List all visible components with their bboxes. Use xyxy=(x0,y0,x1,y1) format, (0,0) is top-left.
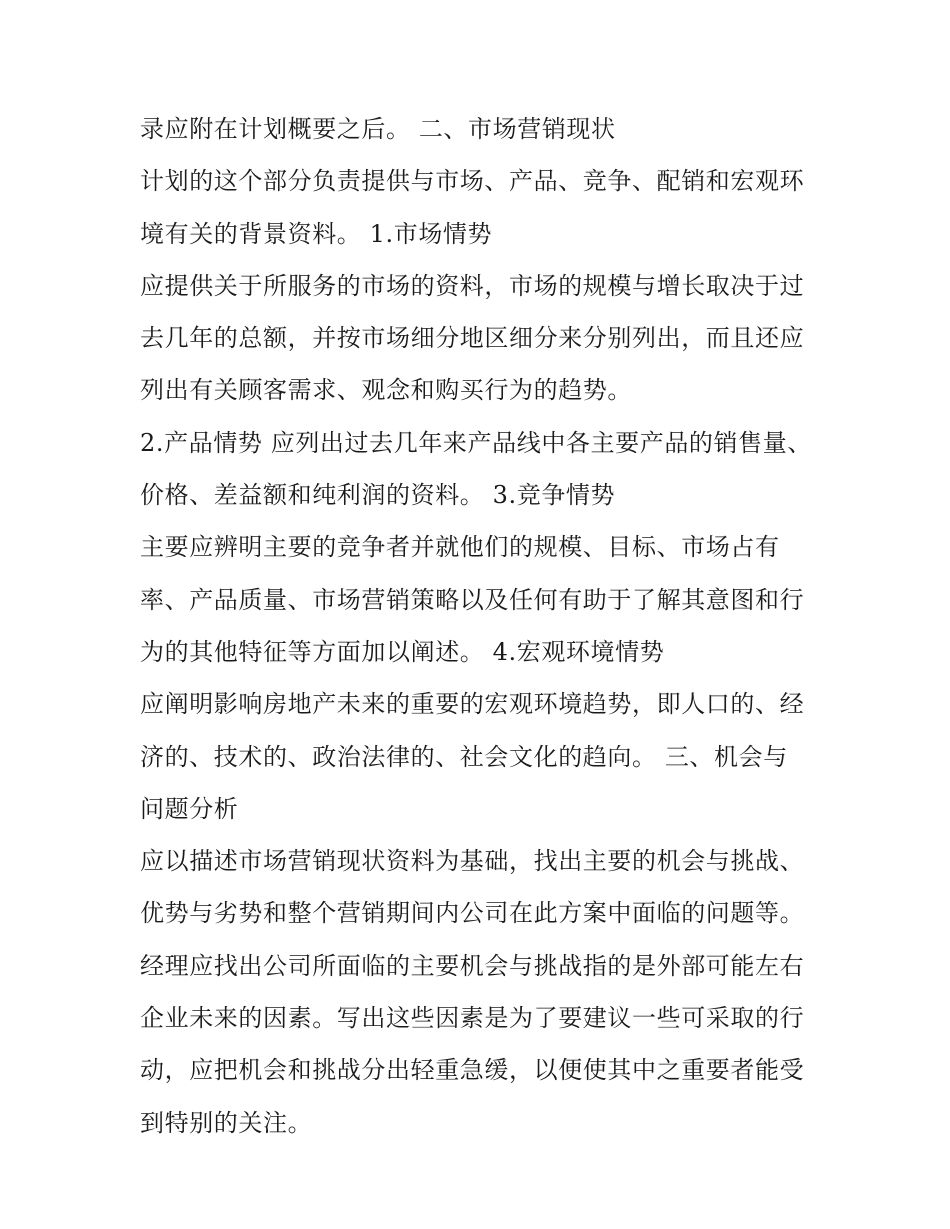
text-line: 境有关的背景资料。 1.市场情势 xyxy=(140,219,493,248)
text-line: 价格、差益额和纯利润的资料。 3.竞争情势 xyxy=(140,481,616,510)
text-line: 应阐明影响房地产未来的重要的宏观环境趋势，即人口的、经 xyxy=(140,690,805,719)
text-line: 列出有关顾客需求、观念和购买行为的趋势。 xyxy=(140,376,632,405)
text-line: 录应附在计划概要之后。 二、市场营销现状 xyxy=(140,115,616,143)
text-line: 优势与劣势和整个营销期间内公司在此方案中面临的问题等。 xyxy=(140,899,805,928)
text-line: 到特别的关注。 xyxy=(140,1108,313,1137)
text-line: 主要应辨明主要的竞争者并就他们的规模、目标、市场占有 xyxy=(140,533,780,562)
text-line: 去几年的总额，并按市场细分地区细分来分别列出，而且还应 xyxy=(140,324,805,353)
text-line: 济的、技术的、政治法律的、社会文化的趋向。 三、机会与 xyxy=(140,742,788,771)
document-body xyxy=(140,107,830,1153)
text-line: 问题分析 xyxy=(140,794,239,823)
text-line: 动，应把机会和挑战分出轻重急缓，以便使其中之重要者能受 xyxy=(140,1056,805,1085)
text-line: 为的其他特征等方面加以阐述。 4.宏观环境情势 xyxy=(140,637,665,666)
text-line: 经理应找出公司所面临的主要机会与挑战指的是外部可能左右 xyxy=(140,951,805,980)
text-line: 企业未来的因素。写出这些因素是为了要建议一些可采取的行 xyxy=(140,1004,805,1033)
text-line: 应以描述市场营销现状资料为基础，找出主要的机会与挑战、 xyxy=(140,847,805,876)
text-line: 2.产品情势 应列出过去几年来产品线中各主要产品的销售量、 xyxy=(140,428,812,457)
text-line: 率、产品质量、市场营销策略以及任何有助于了解其意图和行 xyxy=(140,585,805,614)
text-line: 计划的这个部分负责提供与市场、产品、竞争、配销和宏观环 xyxy=(140,167,805,196)
text-line: 应提供关于所服务的市场的资料，市场的规模与增长取决于过 xyxy=(140,271,805,300)
